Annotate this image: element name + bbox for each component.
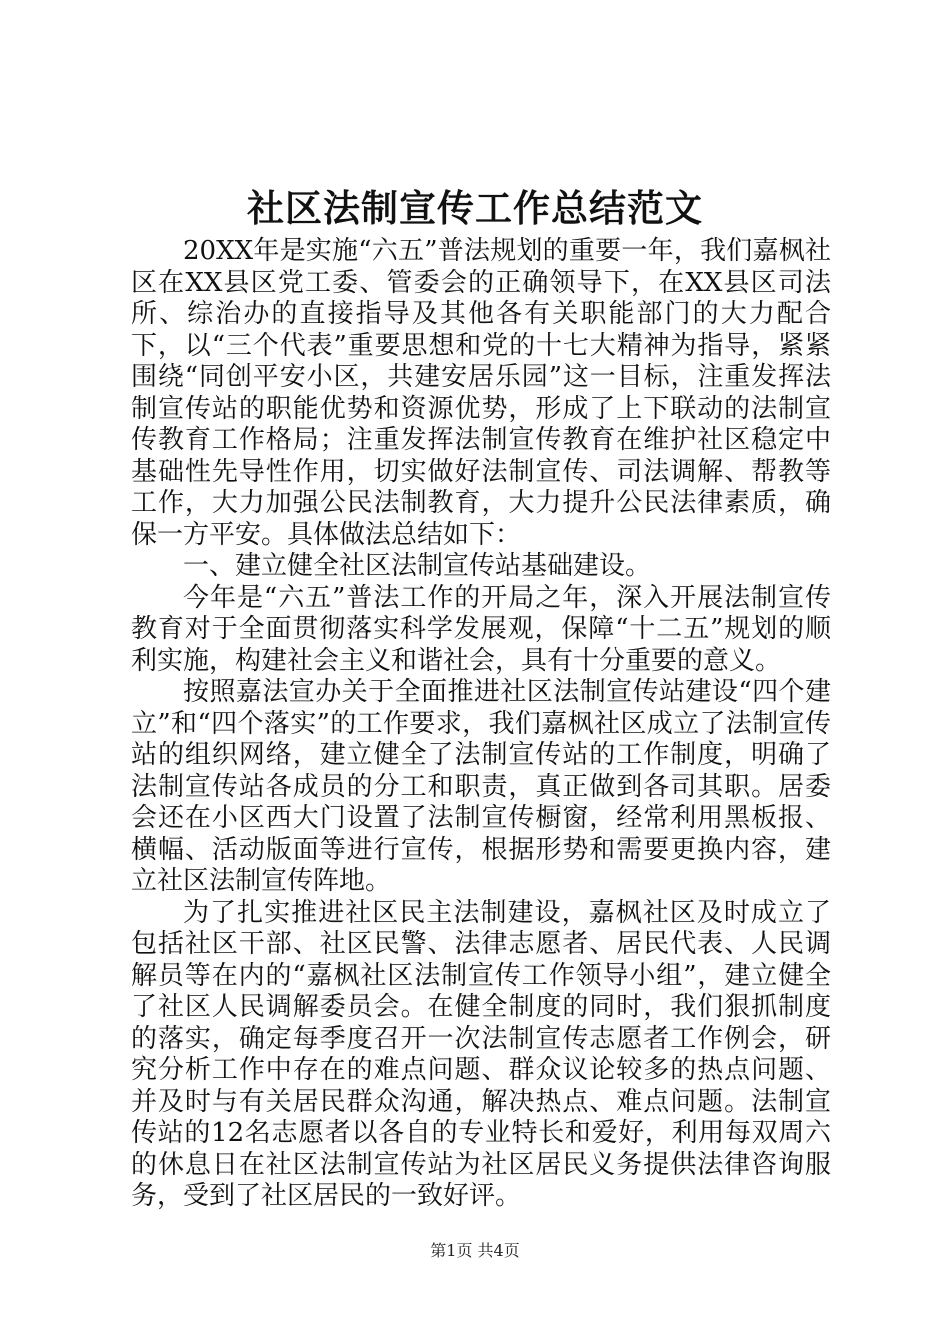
- paragraph: 今年是“六五”普法工作的开局之年，深入开展法制宣传教育对于全面贯彻落实科学发展观，保障“十二五”规划的顺利实施，构建社会主义和谐社会，具有十分重要的意义。: [131, 582, 831, 676]
- paragraph-intro: 20XX年是实施“六五”普法规划的重要一年，我们嘉枫社区在XX县区党工委、管委会的正确领导下，在XX县区司法所、综治办的直接指导及其他各有关职能部门的大力配合下，以“三个代表”重要思想和党的十七大精神为指导，紧紧围绕“同创平安小区，共建安居乐园”这一目标，注重发挥法制宣传站的职能优势和资源优势，形成了上下联动的法制宣传教育工作格局；注重发挥法制宣传教育在维护社区稳定中基础性先导性作用，切实做好法制宣传、司法调解、帮教等工作，大力加强公民法制教育，大力提升公民法律素质，确保一方平安。具体做法总结如下：: [131, 236, 831, 550]
- paragraph: 按照嘉法宣办关于全面推进社区法制宣传站建设“四个建立”和“四个落实”的工作要求，我们嘉枫社区成立了法制宣传站的组织网络，建立健全了法制宣传站的工作制度，明确了法制宣传站各成员的分工和职责，真正做到各司其职。居委会还在小区西大门设置了法制宣传橱窗，经常利用黑板报、横幅、活动版面等进行宣传，根据形势和需要更换内容，建立社区法制宣传阵地。: [131, 677, 831, 896]
- section-heading: 一、建立健全社区法制宣传站基础建设。: [183, 551, 652, 581]
- page-footer: 第1页 共4页: [430, 1241, 520, 1260]
- paragraph: 为了扎实推进社区民主法制建设，嘉枫社区及时成立了包括社区干部、社区民警、法律志愿者、居民代表、人民调解员等在内的“嘉枫社区法制宣传工作领导小组”，建立健全了社区人民调解委员会。在健全制度的同时，我们狠抓制度的落实，确定每季度召开一次法制宣传志愿者工作例会，研究分析工作中存在的难点问题、群众议论较多的热点问题、并及时与有关居民群众沟通，解决热点、难点问题。法制宣传站的12名志愿者以各自的专业特长和爱好，利用每双周六的休息日在社区法制宣传站为社区居民义务提供法律咨询服务，受到了社区居民的一致好评。: [131, 897, 831, 1211]
- document-body: [131, 236, 831, 1213]
- document-title: 社区法制宣传工作总结范文: [247, 186, 703, 230]
